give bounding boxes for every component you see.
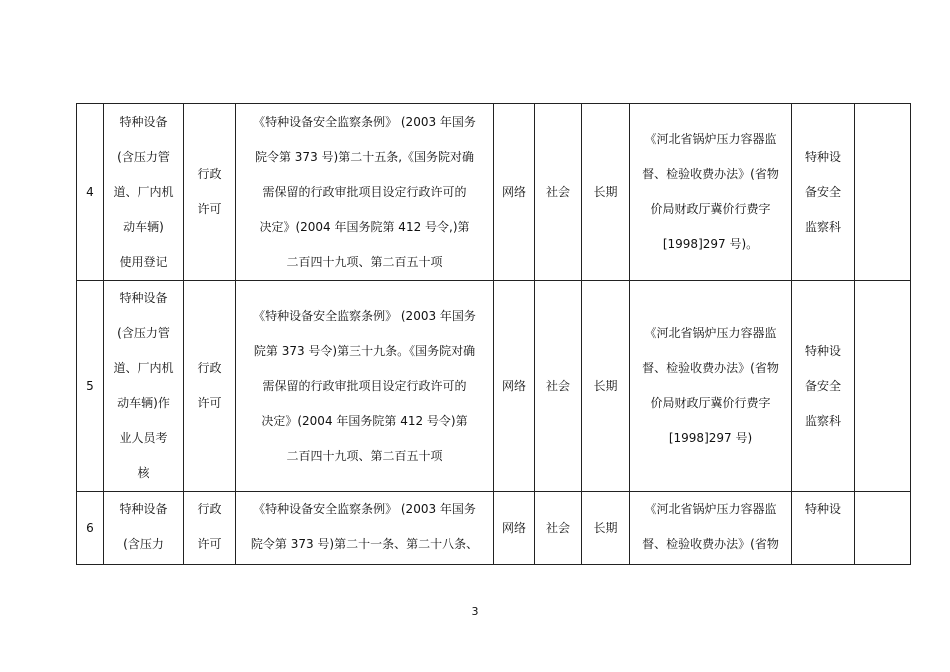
fee-basis-cell-line: 价局财政厅冀价行费字 <box>650 396 771 410</box>
legal-basis-cell-line: 《特种设备安全监察条例》 (2003 年国务 <box>253 114 476 129</box>
table-row <box>77 281 911 492</box>
item-name-cell-line: 核 <box>137 466 150 480</box>
permit-type-cell <box>184 281 236 492</box>
table-row <box>77 492 911 565</box>
department-cell <box>792 104 855 281</box>
fee-basis-cell-line: 督、检验收费办法》(省物 <box>642 537 779 551</box>
item-name-cell-line: (含压力管 <box>117 326 170 340</box>
legal-basis-cell-line: 院第 373 号令)第三十九条。《国务院对确 <box>253 343 476 358</box>
department-cell <box>792 492 855 565</box>
item-name-cell-line: (含压力管 <box>117 149 170 164</box>
item-name-cell-line: 特种设备 <box>119 114 168 129</box>
note-cell <box>855 104 911 281</box>
fee-basis-cell-line: 《河北省锅炉压力容器监 <box>644 502 777 516</box>
department-cell <box>792 281 855 492</box>
department-cell-line: 备安全 <box>804 184 841 199</box>
legal-basis-cell-line: 需保留的行政审批项目设定行政许可的 <box>262 378 467 393</box>
note-cell <box>855 492 911 565</box>
department-cell-line: 监察科 <box>804 413 841 428</box>
legal-basis-cell <box>236 104 494 281</box>
item-number-cell: 5 <box>77 281 104 492</box>
fee-basis-cell <box>630 492 792 565</box>
permit-type-cell-line: 许可 <box>197 537 222 551</box>
legal-basis-cell-line: 二百四十九项、第二百五十项 <box>286 254 443 269</box>
item-name-cell-line: 业人员考 <box>119 431 168 445</box>
target-cell: 社会 <box>535 281 582 492</box>
department-cell-line: 备安全 <box>804 378 841 393</box>
item-number-cell: 4 <box>77 104 104 281</box>
permit-type-cell-line: 许可 <box>197 202 222 216</box>
fee-basis-cell <box>630 281 792 492</box>
permit-table-body <box>77 104 911 565</box>
item-name-cell <box>104 492 184 565</box>
fee-basis-cell-line: 价局财政厅冀价行费字 <box>650 202 771 216</box>
fee-basis-cell-line: 督、检验收费办法》(省物 <box>642 167 779 181</box>
fee-basis-cell-line: 《河北省锅炉压力容器监 <box>644 326 777 340</box>
fee-basis-cell-line: 督、检验收费办法》(省物 <box>642 361 779 375</box>
term-cell: 长期 <box>582 492 630 565</box>
channel-cell: 网络 <box>494 492 535 565</box>
legal-basis-cell-line: 《特种设备安全监察条例》 (2003 年国务 <box>253 502 476 516</box>
item-name-cell <box>104 104 184 281</box>
permit-type-cell-line: 行政 <box>197 361 222 375</box>
legal-basis-cell <box>236 281 494 492</box>
permit-type-cell <box>184 492 236 565</box>
item-name-cell-line: 特种设备 <box>119 502 168 516</box>
item-name-cell-line: 使用登记 <box>119 254 168 269</box>
item-name-cell <box>104 281 184 492</box>
legal-basis-cell <box>236 492 494 565</box>
item-name-cell-line: 道、厂内机 <box>113 361 174 375</box>
permit-type-cell-line: 行政 <box>197 502 222 516</box>
item-name-cell-line: 动车辆)作 <box>117 396 170 410</box>
note-cell <box>855 281 911 492</box>
department-cell-line: 监察科 <box>804 219 841 234</box>
permit-type-cell-line: 行政 <box>197 167 222 181</box>
page-number: 3 <box>471 605 479 618</box>
channel-cell: 网络 <box>494 104 535 281</box>
item-name-cell-line: 特种设备 <box>119 291 168 305</box>
department-cell-line: 特种设 <box>804 343 841 358</box>
legal-basis-cell-line: 院令第 373 号)第二十一条、第二十八条、 <box>250 537 479 551</box>
item-name-cell-line: 道、厂内机 <box>113 184 174 199</box>
fee-basis-cell-line: [1998]297 号)。 <box>662 237 759 251</box>
target-cell: 社会 <box>535 492 582 565</box>
fee-basis-cell-line: [1998]297 号) <box>668 431 753 445</box>
item-name-cell-line: 动车辆) <box>123 219 164 234</box>
legal-basis-cell-line: 二百四十九项、第二百五十项 <box>286 448 443 463</box>
fee-basis-cell-line: 《河北省锅炉压力容器监 <box>644 132 777 146</box>
legal-basis-cell-line: 《特种设备安全监察条例》 (2003 年国务 <box>253 308 476 323</box>
legal-basis-cell-line: 院令第 373 号)第二十五条,《国务院对确 <box>254 149 475 164</box>
permit-type-cell-line: 许可 <box>197 396 222 410</box>
permit-table <box>76 103 911 565</box>
item-name-cell-line: (含压力 <box>123 537 164 551</box>
legal-basis-cell-line: 决定》(2004 年国务院第 412 号令)第 <box>261 413 468 428</box>
department-cell-line: 特种设 <box>804 149 841 164</box>
permit-type-cell <box>184 104 236 281</box>
department-cell-line: 特种设 <box>804 502 841 516</box>
fee-basis-cell <box>630 104 792 281</box>
legal-basis-cell-line: 需保留的行政审批项目设定行政许可的 <box>262 184 467 199</box>
term-cell: 长期 <box>582 104 630 281</box>
term-cell: 长期 <box>582 281 630 492</box>
table-row <box>77 104 911 281</box>
channel-cell: 网络 <box>494 281 535 492</box>
item-number-cell: 6 <box>77 492 104 565</box>
legal-basis-cell-line: 决定》(2004 年国务院第 412 号令,)第 <box>259 219 470 234</box>
target-cell: 社会 <box>535 104 582 281</box>
